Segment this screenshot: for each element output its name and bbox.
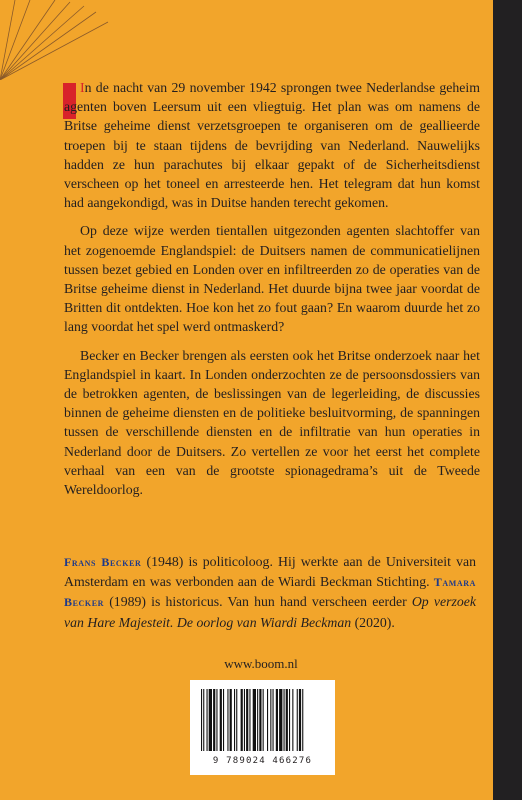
barcode-bar (292, 689, 293, 751)
barcode-bar (284, 689, 285, 751)
barcode-bar (207, 689, 208, 751)
blurb-text (64, 78, 480, 508)
previous-book-title: Op verzoek van Hare Majesteit. De oorlog van Wiardi Beckman (64, 594, 476, 630)
barcode-bar (253, 689, 256, 751)
publisher-url[interactable]: www.boom.nl (224, 656, 298, 671)
radio-rays-illustration (0, 0, 120, 80)
barcode-bar (227, 689, 228, 751)
barcode-bars (199, 689, 326, 755)
author-2-bio: (1989) is historicus. Van hun hand verscheen eerder (104, 594, 412, 610)
barcode-bar (236, 689, 237, 751)
barcode-bar (220, 689, 222, 751)
barcode-bar (209, 689, 212, 751)
barcode-bar (257, 689, 258, 751)
barcode-bar (276, 689, 278, 751)
isbn-number: 9 789024 466276 (212, 756, 313, 766)
barcode-bar (297, 689, 298, 751)
barcode-bar (273, 689, 274, 751)
barcode-bar (216, 689, 217, 751)
barcode-bar (249, 689, 250, 751)
previous-book-year: (2020). (351, 614, 395, 630)
intro-paragraph (64, 78, 480, 212)
paragraph-2: Op deze wijze werden tientallen uitgezonden agenten slachtoffer van het zogenoemde Englandspiel: de Duitsers namen de communicatielijnen tussen bezet gebied en Londen over en infiltreerden zo de operaties van de Britse geheime dienst in Nederland. Het duurde bijna twee jaar voordat de Britten dit ontdekten. Hoe kon het zo fout gaan? En waarom duurde het zo lang voordat het spel werd ontmaskerd? (64, 223, 480, 335)
author-name-1: Frans Becker (64, 555, 142, 569)
barcode-bar (234, 689, 235, 751)
author-bio (64, 552, 476, 632)
barcode-bar (299, 689, 301, 751)
author-1-bio: (1948) is politicoloog. Hij werkte aan de Universiteit van Amsterdam en was verbonden aan de Wiardi Beckman Stichting. (64, 554, 476, 590)
drop-initial: I (80, 80, 85, 95)
barcode-bar (203, 689, 204, 751)
barcode-bar (279, 689, 282, 751)
barcode-bar (246, 689, 248, 751)
barcode-bar (270, 689, 271, 751)
barcode-bar (267, 689, 268, 751)
barcode-bar (259, 689, 261, 751)
book-spine (493, 0, 522, 800)
barcode-bar (241, 689, 243, 751)
barcode-bar (302, 689, 303, 751)
barcode-bar (201, 689, 202, 751)
barcode-bar (263, 689, 264, 751)
barcode-bar (244, 689, 245, 751)
barcode-bar (213, 689, 215, 751)
paragraph-3: Becker en Becker brengen als eersten ook het Britse onderzoek naar het Englandspiel in kaart. In Londen onderzochten ze de persoonsdossiers van de betrokken agenten, de beslissingen van de legerleiding, de discussies binnen de geheime diensten en de politieke besluitvorming, de spanningen tussen de verschillende diensten en de infiltratie van hun operaties in Nederland door de Duitsers. Zo vertellen ze voor het eerst het complete verhaal van een van de grootste spionagedrama’s uit de Tweede Wereldoorlog. (64, 347, 480, 498)
intro-text: n de nacht van 29 november 1942 sprongen twee Nederlandse geheim agenten boven Leersum uit een vliegtuig. Het plan was om namens de Britse geheime dienst verzetsgroepen te organiseren om de geallieerde troepen bij te staan tijdens de bevrijding van Nederland. Nauwelijks hadden ze hun parachutes bij elkaar gepakt of de Sicherheitsdienst verscheen op het toneel en arresteerde hen. Het telegram dat hun komst had aangekondigd, was in Duitse handen terecht gekomen. (64, 80, 480, 211)
isbn-barcode (190, 680, 335, 775)
author-name-2: Tamara Becker (64, 575, 476, 610)
barcode-bar (223, 689, 224, 751)
barcode-bar (230, 689, 232, 751)
barcode-bar (289, 689, 290, 751)
barcode-bar (286, 689, 288, 751)
